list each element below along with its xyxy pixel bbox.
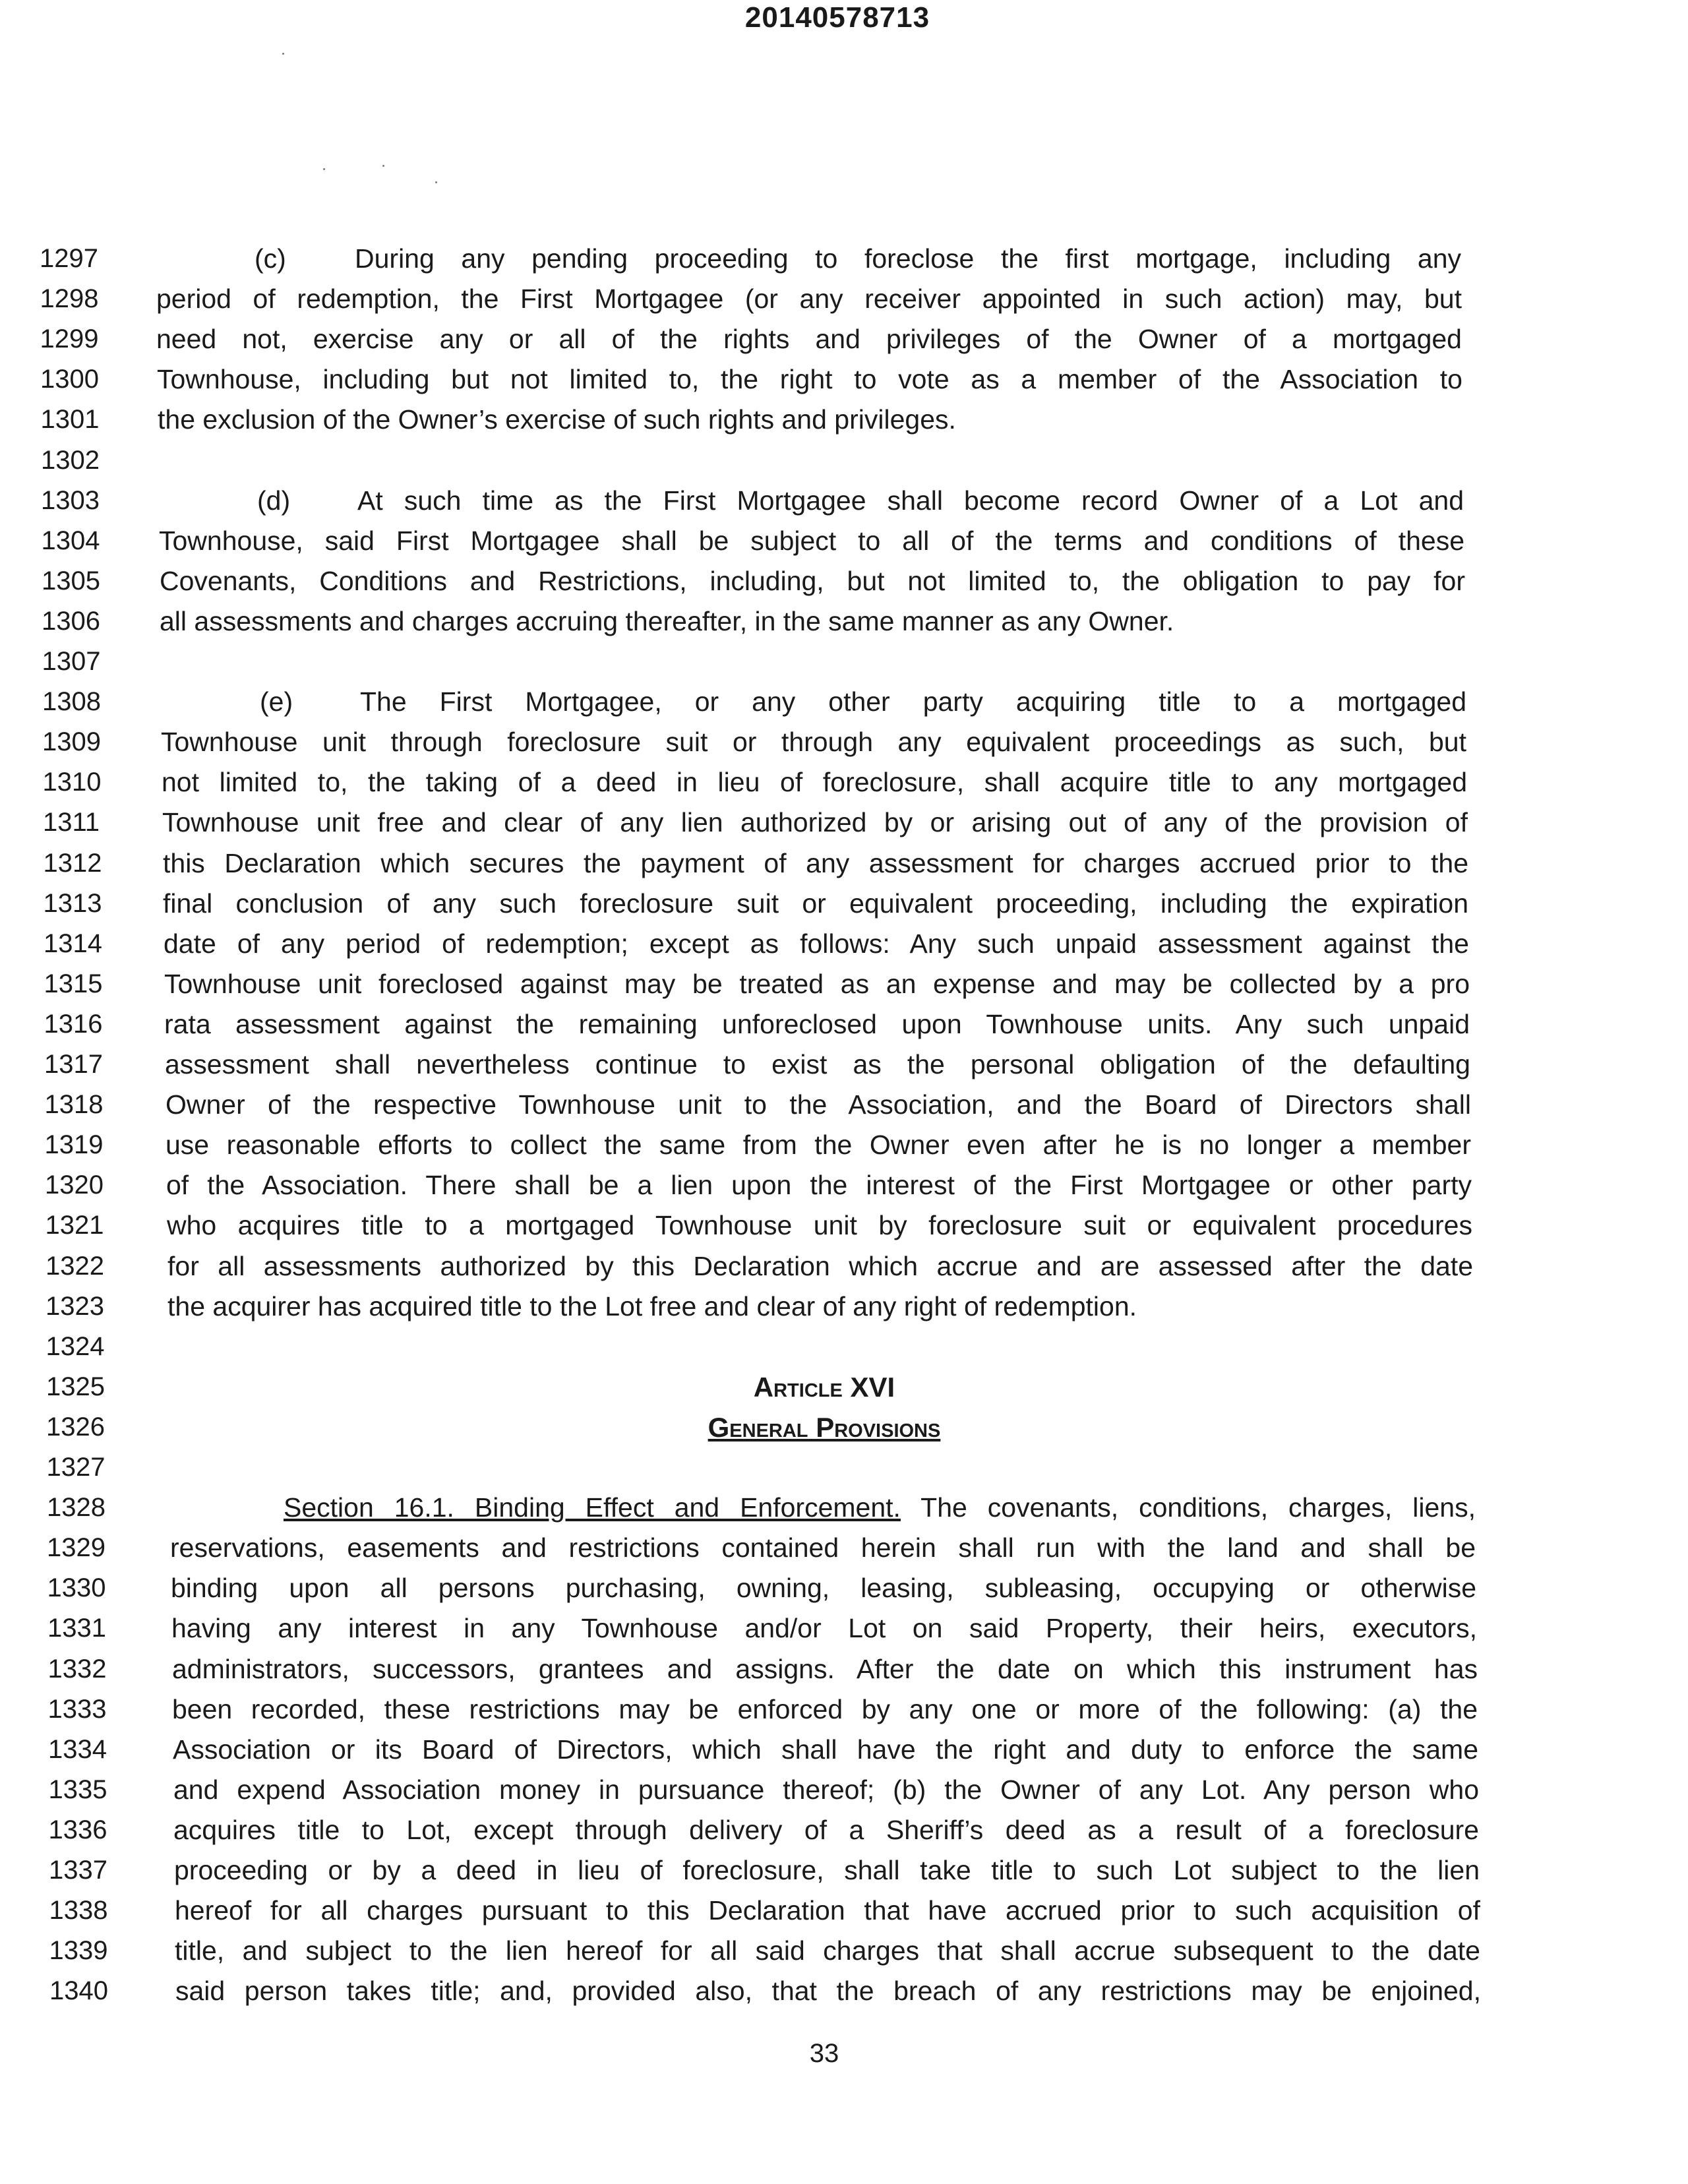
line-number: 1339 — [49, 1936, 108, 1966]
document-line — [0, 642, 1688, 682]
scan-speck — [323, 168, 325, 170]
line-body: hereof for all charges pursuant to this Declaration that have accrued prior to such acquisition of — [175, 1895, 1480, 1926]
line-text — [166, 1125, 1471, 1165]
line-text — [172, 1649, 1478, 1689]
line-text — [175, 1891, 1480, 1931]
line-body: having any interest in any Townhouse and/or Lot on said Property, their heirs, executors, — [171, 1613, 1477, 1644]
line-text — [164, 1004, 1470, 1045]
line-text — [175, 1931, 1480, 1971]
line-body: Townhouse, including but not limited to, the right to vote as a member of the Association to — [157, 364, 1462, 395]
line-number: 1305 — [42, 566, 100, 595]
line-text — [164, 924, 1469, 964]
line-body: The First Mortgagee, or any other party acquiring title to a mortgaged — [360, 686, 1466, 717]
line-text — [165, 1045, 1470, 1085]
line-text — [156, 279, 1462, 319]
article-subtitle: General Provisions — [708, 1411, 941, 1443]
line-body: period of redemption, the First Mortgagee (or any receiver appointed in such action) may, but — [156, 284, 1462, 315]
line-text — [157, 359, 1462, 400]
line-number: 1298 — [40, 284, 99, 314]
line-body: the exclusion of the Owner’s exercise of such rights and privileges. — [158, 404, 956, 435]
document-line — [0, 884, 1688, 924]
line-number: 1312 — [43, 848, 102, 878]
line-number: 1315 — [44, 969, 103, 998]
line-body: this Declaration which secures the payment of any assessment for charges accrued prior to the — [163, 847, 1468, 878]
line-number: 1330 — [47, 1573, 106, 1603]
line-number: 1322 — [45, 1251, 104, 1281]
line-number: 1324 — [45, 1331, 105, 1361]
document-line — [0, 1770, 1688, 1810]
line-body: date of any period of redemption; except as follows: Any such unpaid assessment against the — [164, 928, 1469, 959]
document-line — [0, 1287, 1688, 1327]
document-line — [0, 924, 1688, 964]
line-number: 1316 — [44, 1009, 103, 1039]
line-number: 1335 — [48, 1774, 107, 1804]
line-number: 1329 — [47, 1533, 106, 1563]
line-number: 1337 — [49, 1856, 107, 1885]
line-body: Townhouse unit free and clear of any lien authorized by or arising out of any of the provision of — [162, 807, 1468, 838]
line-body: for all assessments authorized by this Declaration which accrue and are assessed after the date — [167, 1250, 1473, 1281]
line-text — [173, 1810, 1479, 1850]
line-number: 1304 — [41, 526, 100, 555]
line-text — [161, 722, 1466, 762]
line-text — [170, 1528, 1476, 1568]
line-body: the acquirer has acquired title to the Lot free and clear of any right of redemption. — [167, 1290, 1137, 1321]
document-line — [0, 964, 1688, 1004]
line-text — [173, 1730, 1478, 1770]
line-body: assessment shall nevertheless continue to exist as the personal obligation of the defaulting — [165, 1049, 1470, 1079]
line-text — [158, 400, 1463, 440]
line-body: administrators, successors, grantees and assigns. After the date on which this instrument has — [172, 1653, 1478, 1684]
line-number: 1334 — [48, 1734, 107, 1764]
line-number: 1297 — [40, 244, 98, 273]
line-text — [167, 1205, 1472, 1246]
line-text — [156, 239, 1461, 279]
document-line — [0, 319, 1688, 359]
line-number: 1301 — [40, 405, 100, 435]
line-number: 1340 — [49, 1976, 108, 2006]
line-text — [173, 1770, 1479, 1810]
line-body: final conclusion of any such foreclosure suit or equivalent proceeding, including the expiration — [163, 888, 1468, 919]
document-line — [0, 1891, 1688, 1931]
document-line — [0, 400, 1688, 440]
document-line — [0, 561, 1688, 601]
document-line — [0, 239, 1688, 279]
line-number: 1326 — [46, 1412, 105, 1441]
line-text — [158, 481, 1464, 521]
document-line — [0, 1327, 1688, 1367]
line-text — [156, 319, 1462, 359]
line-text — [174, 1850, 1480, 1891]
line-number: 1323 — [45, 1291, 104, 1321]
line-number: 1321 — [45, 1211, 104, 1240]
document-line — [0, 1568, 1688, 1608]
line-number: 1314 — [44, 928, 102, 958]
document-line — [0, 279, 1688, 319]
line-text — [162, 762, 1467, 803]
scan-speck — [435, 181, 437, 183]
document-line — [0, 440, 1688, 481]
document-line — [0, 1810, 1688, 1850]
line-number: 1319 — [44, 1130, 104, 1160]
line-body: use reasonable efforts to collect the same from the Owner even after he is no longer a member — [166, 1130, 1471, 1161]
line-body: Townhouse unit foreclosed against may be treated as an expense and may be collected by a pro — [164, 968, 1470, 999]
line-body: reservations, easements and restrictions contained herein shall run with the land and shall be — [170, 1532, 1476, 1563]
line-number: 1331 — [47, 1614, 106, 1643]
document-line — [0, 1447, 1688, 1488]
line-body: of the Association. There shall be a lien upon the interest of the First Mortgagee or other party — [166, 1170, 1472, 1201]
document-line — [0, 1649, 1688, 1689]
line-body: all assessments and charges accruing thereafter, in the same manner as any Owner. — [160, 605, 1174, 636]
line-text — [163, 843, 1468, 884]
line-body: During any pending proceeding to foreclose the first mortgage, including any — [355, 243, 1461, 274]
line-body: Covenants, Conditions and Restrictions, including, but not limited to, the obligation to pay for — [160, 565, 1465, 596]
document-line — [0, 1085, 1688, 1125]
line-number: 1302 — [41, 445, 100, 475]
document-line — [0, 1971, 1688, 2011]
document-line — [0, 1488, 1688, 1528]
document-line — [0, 1407, 1688, 1447]
line-body: The covenants, conditions, charges, liens, — [900, 1492, 1476, 1523]
line-body: Townhouse unit through foreclosure suit or through any equivalent proceedings as such, but — [161, 727, 1466, 758]
document-number: 20140578713 — [744, 1, 930, 34]
line-number: 1310 — [42, 768, 102, 797]
line-number: 1320 — [45, 1170, 104, 1200]
line-text — [166, 1085, 1471, 1125]
section-heading: Section 16.1. Binding Effect and Enforcement. — [284, 1492, 901, 1523]
line-text — [159, 521, 1464, 561]
document-line — [0, 1045, 1688, 1085]
document-line — [0, 1931, 1688, 1971]
line-number: 1299 — [40, 324, 99, 354]
line-text — [167, 1287, 1473, 1327]
line-number: 1300 — [40, 365, 99, 394]
line-body: need not, exercise any or all of the rights and privileges of the Owner of a mortgaged — [156, 324, 1462, 355]
line-body: and expend Association money in pursuance thereof; (b) the Owner of any Lot. Any person who — [173, 1774, 1479, 1805]
line-body: Owner of the respective Townhouse unit to the Association, and the Board of Directors shall — [166, 1089, 1471, 1120]
document-line — [0, 722, 1688, 762]
line-number: 1327 — [46, 1453, 106, 1482]
line-body: At such time as the First Mortgagee shall become record Owner of a Lot and — [357, 485, 1464, 516]
scan-speck — [382, 165, 384, 167]
document-line — [0, 601, 1688, 642]
document-line — [0, 1246, 1688, 1287]
line-body: said person takes title; and, provided also, that the breach of any restrictions may be enjoined, — [175, 1976, 1481, 2007]
document-line — [0, 359, 1688, 400]
document-line — [0, 1689, 1688, 1730]
document-line — [0, 521, 1688, 561]
line-text — [172, 1689, 1478, 1730]
document-line — [0, 1004, 1688, 1045]
line-body: proceeding or by a deed in lieu of foreclosure, shall take title to such Lot subject to the lien — [174, 1855, 1480, 1885]
line-number: 1338 — [49, 1896, 108, 1926]
line-body: not limited to, the taking of a deed in lieu of foreclosure, shall acquire title to any mortgaged — [162, 767, 1467, 798]
line-body: Townhouse, said First Mortgagee shall be subject to all of the terms and conditions of these — [159, 525, 1464, 556]
line-text — [160, 561, 1465, 601]
subsection-label: (d) — [257, 485, 291, 516]
line-body: binding upon all persons purchasing, owning, leasing, subleasing, occupying or otherwise — [171, 1573, 1476, 1604]
document-line — [0, 1367, 1688, 1407]
document-line — [0, 1205, 1688, 1246]
line-text — [161, 682, 1466, 722]
line-body: Association or its Board of Directors, which shall have the right and duty to enforce the same — [173, 1734, 1478, 1765]
line-number: 1333 — [47, 1694, 107, 1724]
document-line — [0, 762, 1688, 803]
line-number: 1332 — [47, 1654, 107, 1684]
line-number: 1309 — [42, 727, 101, 757]
page-number: 33 — [809, 2039, 839, 2068]
line-number: 1318 — [44, 1090, 104, 1120]
document-line — [0, 1165, 1688, 1205]
line-text — [160, 601, 1465, 642]
line-body: rata assessment against the remaining unforeclosed upon Townhouse units. Any such unpaid — [164, 1008, 1470, 1039]
line-number: 1336 — [48, 1815, 107, 1844]
line-text — [170, 1488, 1476, 1528]
article-title: Article XVI — [753, 1371, 895, 1403]
line-number: 1328 — [47, 1493, 106, 1523]
document-line — [0, 481, 1688, 521]
line-body: title, and subject to the lien hereof for all said charges that shall accrue subsequent to the date — [175, 1935, 1480, 1966]
line-number: 1317 — [44, 1050, 103, 1079]
line-number: 1307 — [42, 647, 101, 676]
line-text — [163, 884, 1468, 924]
document-line — [0, 1125, 1688, 1165]
line-text — [164, 964, 1470, 1004]
line-text — [171, 1568, 1476, 1608]
line-number: 1308 — [42, 687, 101, 717]
document-line — [0, 1730, 1688, 1770]
line-text — [167, 1246, 1473, 1287]
line-number: 1306 — [42, 606, 100, 636]
document-line — [0, 682, 1688, 722]
line-text — [171, 1608, 1477, 1649]
line-body: been recorded, these restrictions may be enforced by any one or more of the following: (a) the — [172, 1693, 1478, 1724]
subsection-label: (c) — [255, 243, 286, 274]
line-number: 1325 — [46, 1372, 105, 1401]
document-line — [0, 803, 1688, 843]
document-line — [0, 1528, 1688, 1568]
line-body: who acquires title to a mortgaged Townhouse unit by foreclosure suit or equivalent procedures — [167, 1210, 1472, 1241]
line-text — [166, 1165, 1472, 1205]
line-body: acquires title to Lot, except through delivery of a Sheriff’s deed as a result of a foreclosure — [173, 1814, 1479, 1845]
scan-speck — [282, 53, 284, 55]
line-text — [162, 803, 1468, 843]
line-text — [175, 1971, 1481, 2011]
document-line — [0, 1850, 1688, 1891]
document-line — [0, 1608, 1688, 1649]
line-number: 1311 — [43, 808, 100, 837]
line-number: 1303 — [41, 485, 100, 515]
document-line — [0, 843, 1688, 884]
line-number: 1313 — [43, 888, 102, 918]
subsection-label: (e) — [260, 686, 293, 717]
